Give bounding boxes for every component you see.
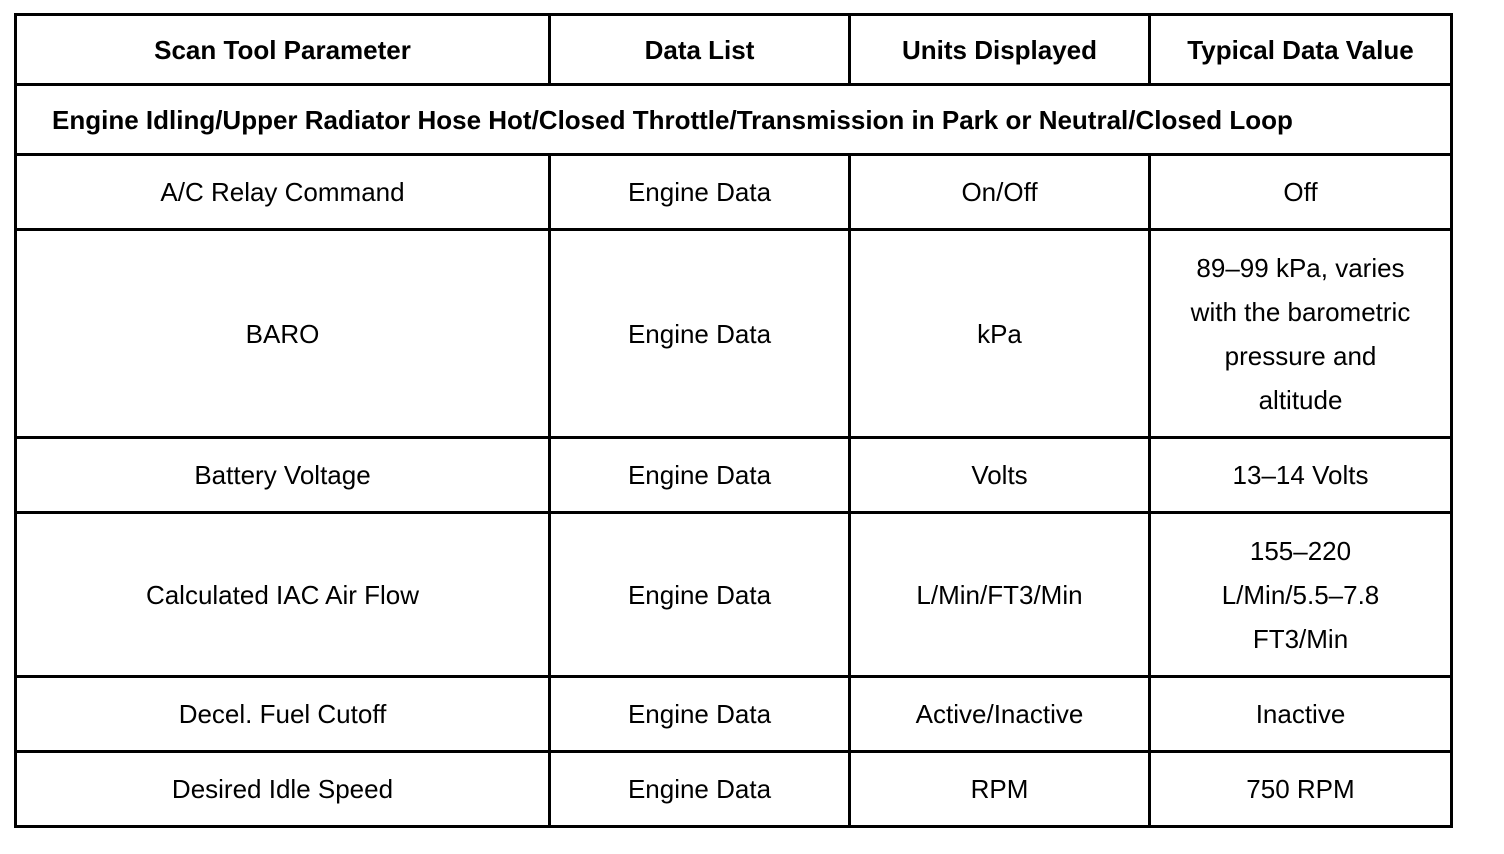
- header-data-list: Data List: [550, 15, 850, 85]
- table-row: [16, 677, 1452, 752]
- cell-data-list: Engine Data: [550, 677, 850, 752]
- operating-condition: Engine Idling/Upper Radiator Hose Hot/Closed Throttle/Transmission in Park or Neutral/Closed Loop: [16, 85, 1452, 155]
- cell-parameter: Decel. Fuel Cutoff: [16, 677, 550, 752]
- cell-units: Active/Inactive: [850, 677, 1150, 752]
- cell-typical-value: Off: [1150, 155, 1452, 230]
- table-row: [16, 513, 1452, 677]
- cell-parameter: Desired Idle Speed: [16, 752, 550, 827]
- cell-units: On/Off: [850, 155, 1150, 230]
- table-header-row: [16, 15, 1452, 85]
- cell-data-list: Engine Data: [550, 230, 850, 438]
- cell-units: kPa: [850, 230, 1150, 438]
- cell-typical-value: 750 RPM: [1150, 752, 1452, 827]
- cell-typical-value: 13–14 Volts: [1150, 438, 1452, 513]
- cell-data-list: Engine Data: [550, 752, 850, 827]
- cell-typical-value: Inactive: [1150, 677, 1452, 752]
- header-units-displayed: Units Displayed: [850, 15, 1150, 85]
- condition-row: [16, 85, 1452, 155]
- cell-units: Volts: [850, 438, 1150, 513]
- cell-units: RPM: [850, 752, 1150, 827]
- table-row: [16, 155, 1452, 230]
- scan-tool-data-table: [14, 13, 1453, 828]
- cell-data-list: Engine Data: [550, 155, 850, 230]
- cell-units: L/Min/FT3/Min: [850, 513, 1150, 677]
- header-typical-data-value: Typical Data Value: [1150, 15, 1452, 85]
- table-row: [16, 438, 1452, 513]
- cell-typical-value: 155–220 L/Min/5.5–7.8 FT3/Min: [1150, 513, 1452, 677]
- table-row: [16, 230, 1452, 438]
- cell-data-list: Engine Data: [550, 438, 850, 513]
- header-scan-tool-parameter: Scan Tool Parameter: [16, 15, 550, 85]
- cell-parameter: Calculated IAC Air Flow: [16, 513, 550, 677]
- table-row: [16, 752, 1452, 827]
- cell-parameter: Battery Voltage: [16, 438, 550, 513]
- cell-parameter: A/C Relay Command: [16, 155, 550, 230]
- cell-parameter: BARO: [16, 230, 550, 438]
- cell-data-list: Engine Data: [550, 513, 850, 677]
- cell-typical-value: 89–99 kPa, varies with the barometric pressure and altitude: [1150, 230, 1452, 438]
